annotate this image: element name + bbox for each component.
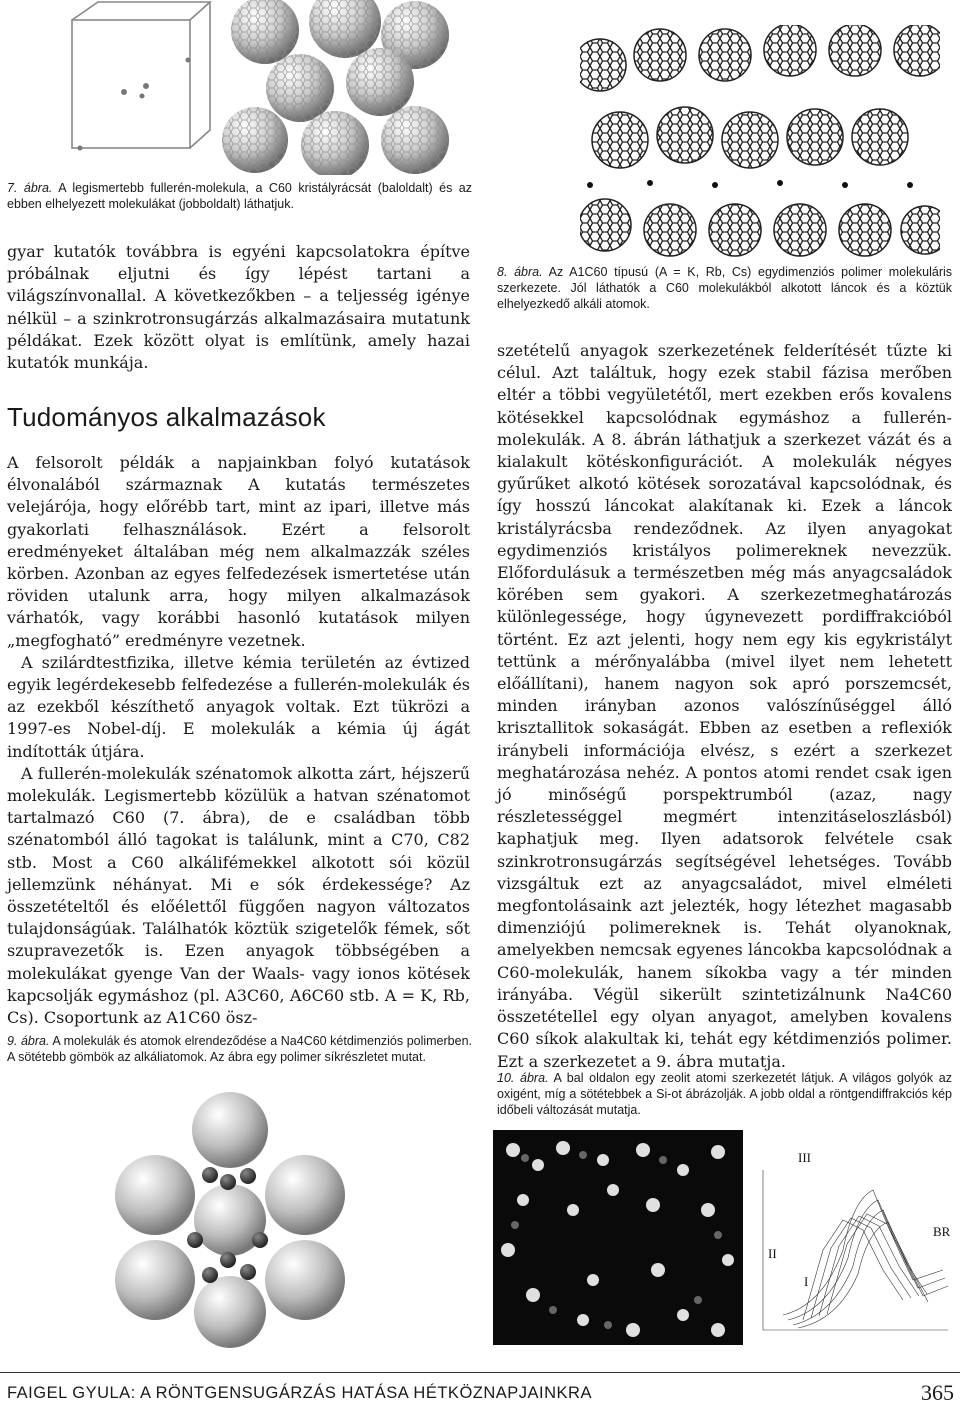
diffraction-label-br: BR (933, 1224, 951, 1239)
figure-10-label: 10. ábra. (497, 1071, 549, 1085)
figure-10-caption-text: A bal oldalon egy zeolit atomi szerkezetét látjuk. A világos golyók az oxigént, míg a sötétebbek a Si-ot ábrázolják. A jobb oldal a röntgendiffrakciós kép időbeli változását mutatja. (497, 1071, 952, 1117)
figure-8-caption (497, 264, 952, 312)
figure-8-label: 8. ábra. (497, 265, 543, 279)
na4c60-polymer-illustration (110, 1090, 350, 1350)
diffraction-label-i: I (804, 1274, 809, 1289)
left-paragraph-3: A fullerén-molekulák szénatomok alkotta zárt, héjszerű molekulák. Legismertebb közülük a hatvan szénatomot tartalmazó C60 (7. ábra), de e családban több szénatomból álló tagokat is találunk, mint a C70, C82 stb. Most a C60 alkálifémekkel alkotott sói közül jellemzünk néhányat. Mi e sók érdekessége? Az összetételtől és előélettől függően nagyon változatos tulajdonságúak. Találhatók köztük szigetelők fémek, sőt szupravezetők is. Ezen anyagok többségében a molekulákat gyenge Van der Waals- vagy ionos kötések kapcsolják egymáshoz (pl. A3C60, A6C60 stb. A = K, Rb, Cs). Csoportunk az A1C60 ösz- (7, 763, 470, 1028)
figure-7-caption-text: A legismertebb fullerén-molekula, a C60 kristályrácsát (baloldalt) és az ebben elhelyezett molekulákat (jobboldalt) láthatjuk. (7, 181, 472, 211)
figure-9-label: 9. ábra. (7, 1034, 50, 1048)
left-body-column (7, 452, 470, 1029)
figure-8-caption-text: Az A1C60 típusú (A = K, Rb, Cs) egydimenziós polimer molekuláris szerkezete. Jól láthatók a C60 molekulákból alkotott láncok és a köztük elhelyezkedő alkáli atomok. (497, 265, 953, 311)
figure-10-image (493, 1130, 958, 1345)
figure-9-caption (7, 1033, 472, 1065)
left-paragraph-1: A felsorolt példák a napjainkban folyó kutatások élvonalából származnak A kutatás természetes velejárója, hogy előrébb tart, mint az ipari, illetve más gyakorlati felhasználások. Ezért a felsorolt eredményeket általában még nem alkalmazzák széles körben. Azonban az egyes felfedezések ismertetése után röviden utalunk arra, hogy milyen alkalmazások várhatók, vagy korábbi hasonló kutatások milyen „megfogható” eredményre vezetnek. (7, 453, 470, 650)
figure-9-caption-text: A molekulák és atomok elrendeződése a Na4C60 kétdimenziós polimerben. A sötétebb gömbök az alkáliatomok. Az ábra egy polimer síkrészletet mutat. (7, 1034, 473, 1064)
polymer-chain-illustration (580, 25, 940, 260)
intro-text: gyar kutatók továbbra is egyéni kapcsolatokra építve próbálnak eljutni és így lépést tartani a világszínvonallal. A következőkben – a teljesség igénye nélkül – a szinkrotronsugárzás alkalmazásaira mutatunk példákat. Ezek között olyat is említünk, amely hazai kutatók munkája. (7, 242, 470, 373)
c60-lattice-illustration (60, 0, 460, 175)
right-body-column (497, 340, 952, 1073)
diffraction-label-ii: II (768, 1246, 777, 1261)
zeolite-and-diffraction-illustration (493, 1130, 958, 1345)
left-intro-paragraph (7, 241, 470, 374)
section-heading: Tudományos alkalmazások (7, 402, 326, 432)
figure-7-image (60, 0, 460, 175)
figure-7-label: 7. ábra. (7, 181, 53, 195)
figure-8-image (580, 25, 940, 260)
figure-10-caption (497, 1070, 952, 1118)
footer-rule (0, 1372, 960, 1373)
figure-7-caption (7, 180, 472, 212)
diffraction-label-iii: III (798, 1150, 811, 1165)
right-paragraph-1: szetételű anyagok szerkezetének felderítését tűzte ki célul. Azt találtuk, hogy ezek stabil fázisa merőben eltér a többi vegyületétől, mert ezekben erős kovalens kötésekkel kapcsolódnak egymáshoz a fullerén-molekulák. A 8. ábrán láthatjuk a szerkezet vázát és a kialakult kötéskonfigurációt. A molekulák négyes gyűrűket alkotó kötések sorozatával kapcsolódnak, és így hosszú láncokat alakítanak ki. Ezek a láncok kristályrácsba rendeződnek. Az ilyen anyagokat egydimenziós kristályos polimereknek nevezzük. Előfordulásuk a természetben még más anyagcsaládok körében sem gyakori. A szerkezetmeghatározás különlegessége, hogy úgynevezett pordiffrakcióból történt. Ez azt jelenti, hogy nem egy kis egykristályt tettünk a mérőnyalábba (mivel ilyet nem lehetett előállítani), hanem nagyon sok apró porszemcsét, minden irányban azonos valószínűséggel álló krisztallitok sokaságát. Ebben az esetben a reflexiók iránybeli információja elvész, s ezért a szerkezet meghatározása nehéz. A pontos atomi rendet csak igen jó minőségű porspektrumból (azaz, nagy részletességgel megmért intenzitáseloszlásból) kaphatjuk meg. Ilyen adatsorok felvétele csak szinkrotronsugárzás segítségével lehetséges. Tovább vizsgáltuk ezt az anyagcsaládot, mivel elméleti megfontolásaink azt jelezték, hogy létezhet magasabb dimenziójú polimereknek is. Tehát olyanoknak, amelyekben nemcsak egyenes láncokba kapcsolódnak a C60-molekulák, hanem síkokba vagy a tér minden irányába. Végül sikerült szintetizálnunk Na4C60 összetétellel egy olyan anyagot, amelyben kovalens C60 síkok alakultak ki, tehát egy kétdimenziós polimer. Ezt a szerkezetet a 9. ábra mutatja. (497, 341, 952, 1071)
figure-9-image (110, 1090, 350, 1350)
page-number: 365 (921, 1380, 954, 1405)
left-paragraph-2: A szilárdtestfizika, illetve kémia területén az évtized egyik legérdekesebb felfedezése a fullerén-molekulák és az ezekből készíthető anyagok voltak. Ezt tükrözi a 1997-es Nobel-díj. E molekulák a kémia új ágát indították útjára. (7, 652, 470, 761)
running-footer: FAIGEL GYULA: A RÖNTGENSUGÁRZÁS HATÁSA HÉTKÖZNAPJAINKRA (7, 1384, 592, 1402)
